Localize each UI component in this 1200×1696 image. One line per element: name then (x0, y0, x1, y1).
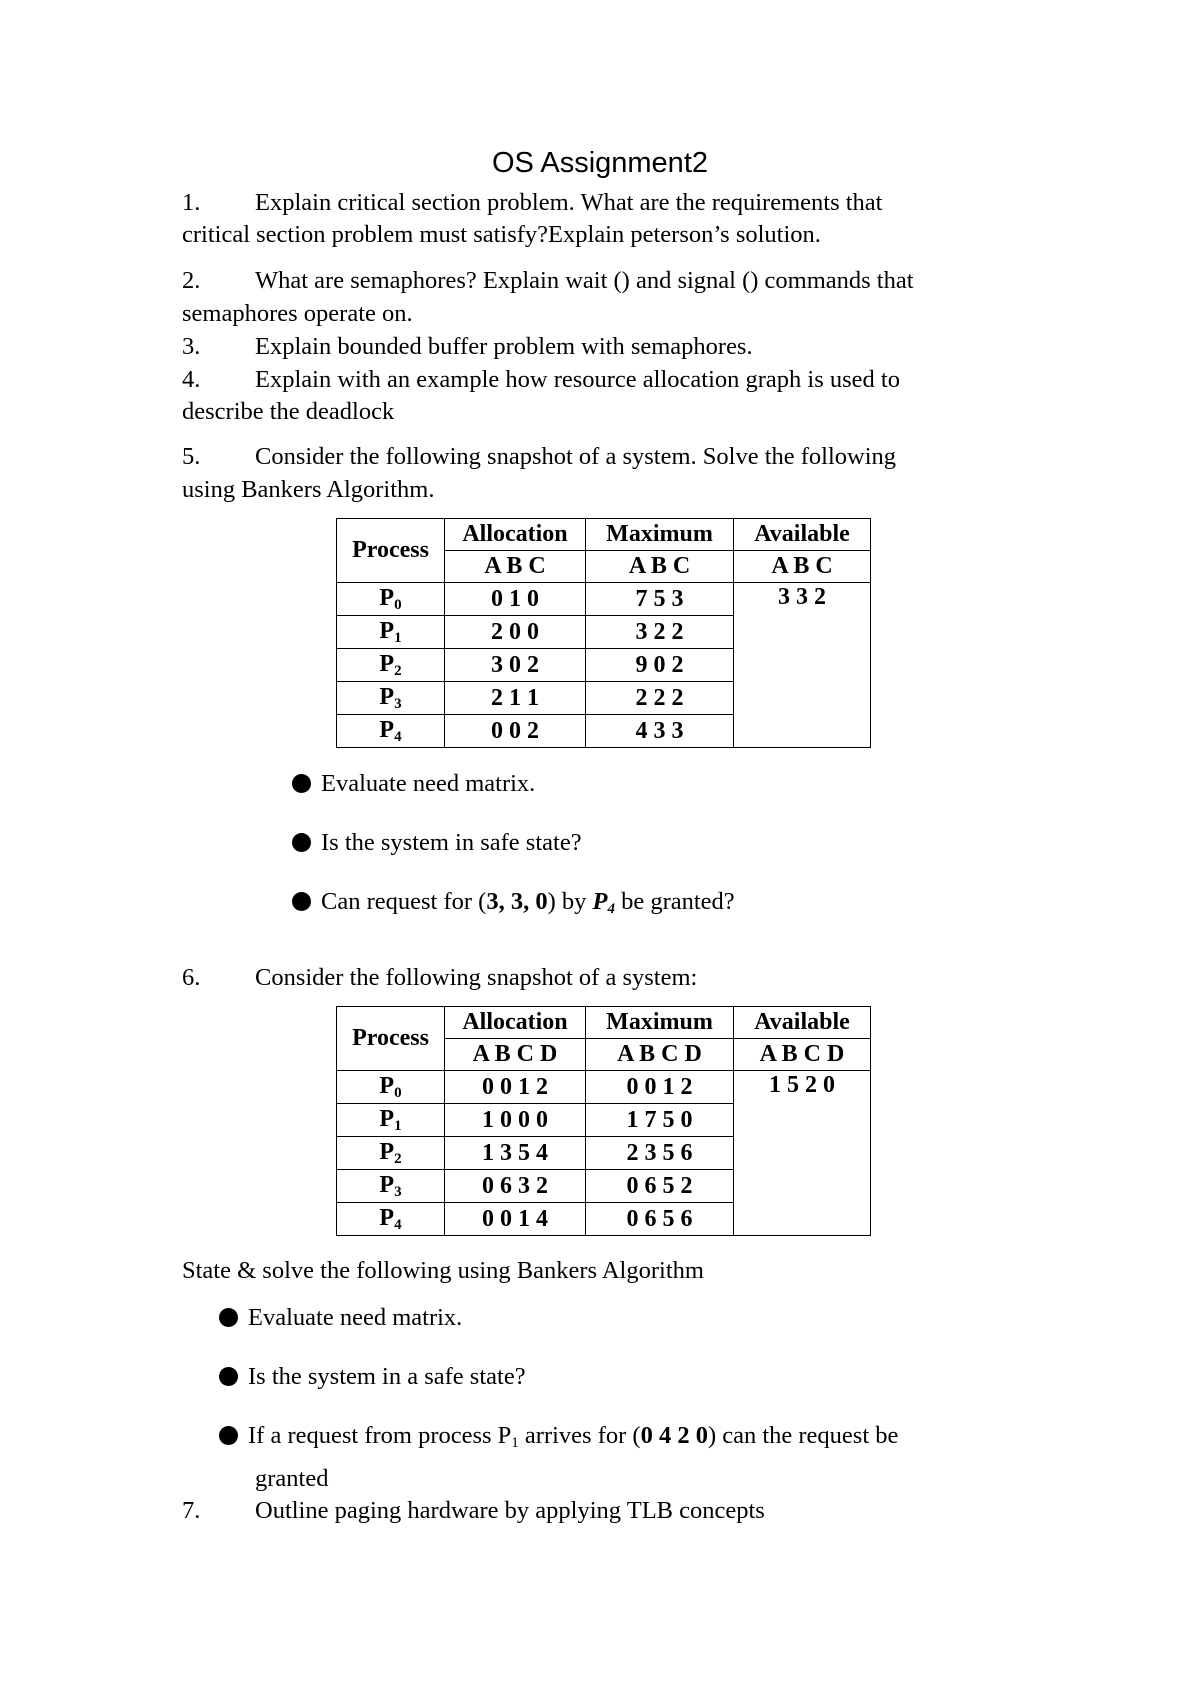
available-cell: 1 5 2 0 (734, 1071, 871, 1236)
q6-bullet-1: Evaluate need matrix. (219, 1303, 462, 1333)
subheader-allocation: A B C D (445, 1039, 586, 1071)
question-2-line-2: semaphores operate on. (182, 300, 413, 327)
question-2-number: 2. (182, 267, 201, 294)
maximum-cell: 0 6 5 6 (586, 1203, 734, 1236)
question-7-number: 7. (182, 1497, 201, 1524)
bullet-icon (219, 1367, 238, 1386)
allocation-cell: 3 0 2 (445, 649, 586, 682)
subheader-maximum: A B C D (586, 1039, 734, 1071)
header-process: Process (337, 519, 445, 583)
process-cell: $P_3$ (337, 1170, 445, 1203)
question-1-line-1: Explain critical section problem. What are the requirements that (255, 189, 883, 216)
question-3-line-1: Explain bounded buffer problem with semaphores. (255, 333, 753, 360)
process-cell: $P_1$ (337, 1104, 445, 1137)
allocation-cell: 0 6 3 2 (445, 1170, 586, 1203)
question-5-number: 5. (182, 443, 201, 470)
available-cell: 3 3 2 (734, 583, 871, 748)
question-4-line-2: describe the deadlock (182, 398, 395, 425)
q6-bullet-2: Is the system in a safe state? (219, 1362, 526, 1392)
header-maximum: Maximum (586, 1007, 734, 1039)
allocation-cell: 1 0 0 0 (445, 1104, 586, 1137)
header-allocation: Allocation (445, 1007, 586, 1039)
allocation-cell: 2 1 1 (445, 682, 586, 715)
question-5-line-2: using Bankers Algorithm. (182, 476, 435, 503)
q5-bullet-1: Evaluate need matrix. (292, 769, 535, 799)
header-available: Available (734, 519, 871, 551)
question-5-line-1: Consider the following snapshot of a system. Solve the following (255, 443, 897, 470)
maximum-cell: 0 6 5 2 (586, 1170, 734, 1203)
bullet-icon (292, 892, 311, 911)
bullet-icon (219, 1308, 238, 1327)
question-1-number: 1. (182, 189, 201, 216)
process-cell: $P_4$ (337, 715, 445, 748)
subheader-available: A B C D (734, 1039, 871, 1071)
maximum-cell: 1 7 5 0 (586, 1104, 734, 1137)
maximum-cell: 0 0 1 2 (586, 1071, 734, 1104)
header-allocation: Allocation (445, 519, 586, 551)
q6-bullet-3: If a request from process $P_1$ arrives for (0 4 2 0) can the request be (219, 1421, 898, 1458)
question-4-number: 4. (182, 366, 201, 393)
maximum-cell: 2 3 5 6 (586, 1137, 734, 1170)
process-cell: $P_2$ (337, 649, 445, 682)
process-cell: $P_2$ (337, 1137, 445, 1170)
question-1-line-2: critical section problem must satisfy?Explain peterson’s solution. (182, 221, 821, 248)
allocation-cell: 0 0 2 (445, 715, 586, 748)
q5-bullet-2: Is the system in safe state? (292, 828, 582, 858)
allocation-cell: 0 1 0 (445, 583, 586, 616)
process-cell: $P_3$ (337, 682, 445, 715)
process-cell: $P_0$ (337, 583, 445, 616)
q6-bullet-3-continuation: granted (255, 1465, 329, 1492)
process-cell: $P_4$ (337, 1203, 445, 1236)
subheader-maximum: A B C (586, 551, 734, 583)
maximum-cell: 9 0 2 (586, 649, 734, 682)
subheader-allocation: A B C (445, 551, 586, 583)
question-6-line-1: Consider the following snapshot of a system: (255, 964, 698, 991)
page-title: OS Assignment2 (492, 147, 708, 179)
maximum-cell: 7 5 3 (586, 583, 734, 616)
header-available: Available (734, 1007, 871, 1039)
bullet-icon (292, 774, 311, 793)
process-cell: $P_0$ (337, 1071, 445, 1104)
table-row (337, 583, 871, 616)
question-4-line-1: Explain with an example how resource allocation graph is used to (255, 366, 900, 393)
bullet-icon (219, 1426, 238, 1445)
question-6-number: 6. (182, 964, 201, 991)
process-cell: $P_1$ (337, 616, 445, 649)
allocation-cell: 2 0 0 (445, 616, 586, 649)
question-2-line-1: What are semaphores? Explain wait () and signal () commands that (255, 267, 914, 294)
question-6-instruction: State & solve the following using Bankers Algorithm (182, 1257, 704, 1284)
allocation-cell: 0 0 1 4 (445, 1203, 586, 1236)
header-maximum: Maximum (586, 519, 734, 551)
allocation-cell: 0 0 1 2 (445, 1071, 586, 1104)
maximum-cell: 2 2 2 (586, 682, 734, 715)
maximum-cell: 3 2 2 (586, 616, 734, 649)
bankers-table-q6 (336, 1006, 871, 1236)
subheader-available: A B C (734, 551, 871, 583)
q5-bullet-3: Can request for (3, 3, 0) by $P_4$ be granted? (292, 887, 735, 924)
question-3-number: 3. (182, 333, 201, 360)
bullet-icon (292, 833, 311, 852)
maximum-cell: 4 3 3 (586, 715, 734, 748)
header-process: Process (337, 1007, 445, 1071)
allocation-cell: 1 3 5 4 (445, 1137, 586, 1170)
table-row (337, 1071, 871, 1104)
bankers-table-q5 (336, 518, 871, 748)
question-7-line-1: Outline paging hardware by applying TLB concepts (255, 1497, 765, 1524)
